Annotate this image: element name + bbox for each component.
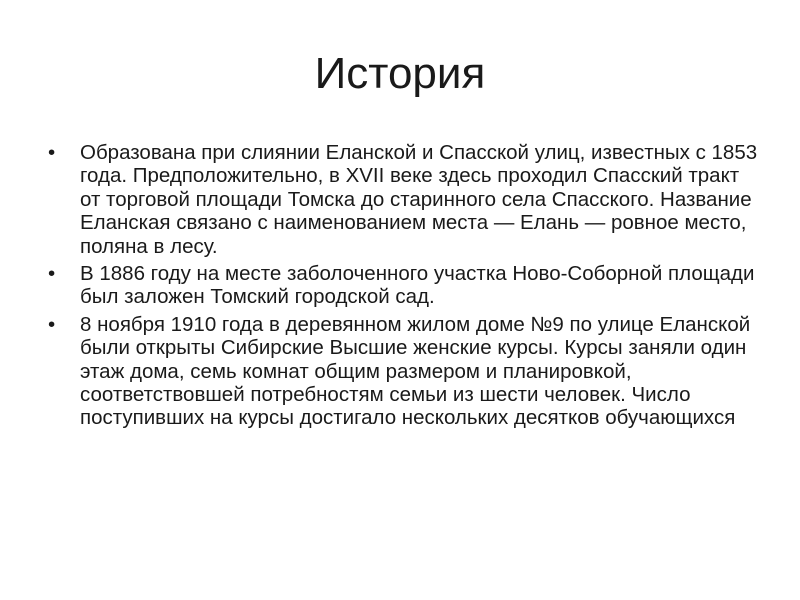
bullet-marker: • <box>48 141 56 164</box>
bullet-text: В 1886 году на месте заболоченного участка Ново-Соборной площади был заложен Томский городской сад. <box>80 262 755 309</box>
bullet-item-2 <box>48 262 758 309</box>
bullet-text: 8 ноября 1910 года в деревянном жилом доме №9 по улице Еланской были открыты Сибирские Высшие женские курсы. Курсы заняли один этаж дома, семь комнат общим размером и планировкой, соответствовшей потребностям семьи из шести человек. Число поступивших на курсы достигало нескольких десятков обучающихся <box>80 312 751 430</box>
slide-content <box>48 141 758 434</box>
bullet-marker: • <box>48 262 56 286</box>
bullet-text: Образована при слиянии Еланской и Спасской улиц, известных с 1853 года. Предположительно, в XVII веке здесь проходил Спасский тракт от торговой площади Томска до старинного села Спасского. Название Еланская связано с наименованием места — Елань — ровное место, поляна в лесу. <box>80 141 758 258</box>
slide-title: История <box>314 49 486 98</box>
bullet-list <box>48 141 758 430</box>
bullet-item-3 <box>48 313 758 430</box>
bullet-marker: • <box>48 312 56 336</box>
bullet-item-1 <box>48 141 758 258</box>
